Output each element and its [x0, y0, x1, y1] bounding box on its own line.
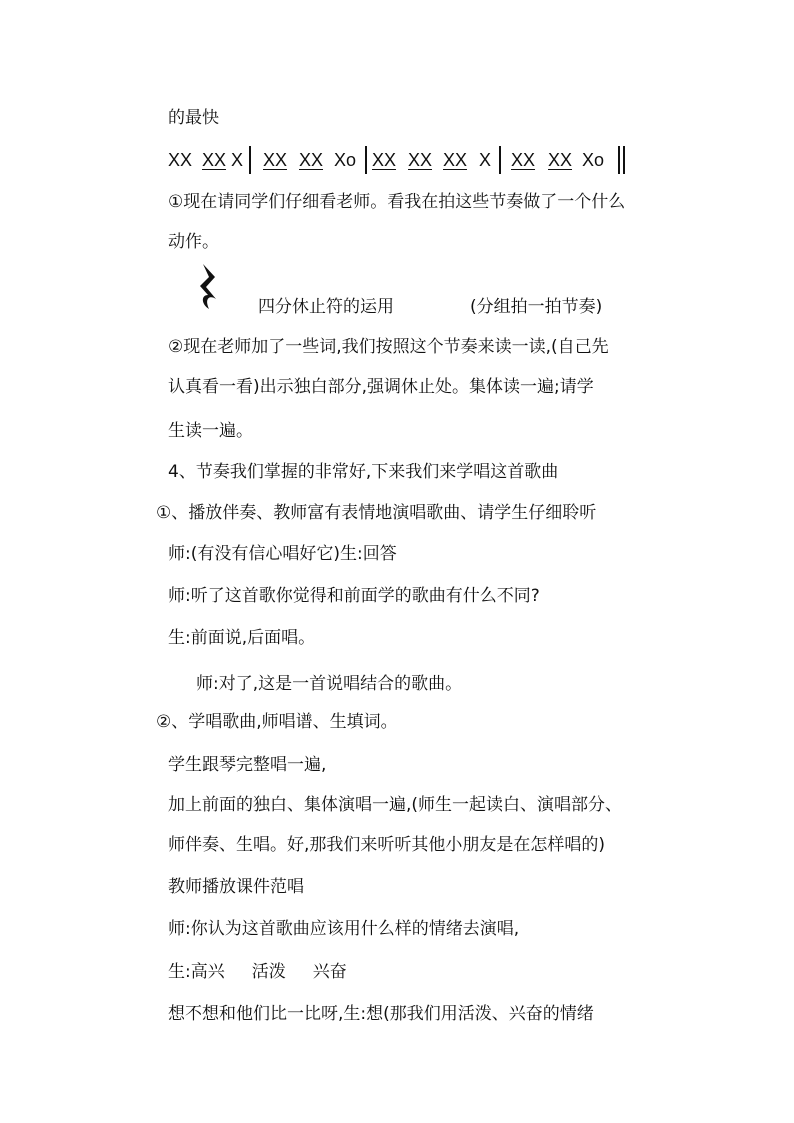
rhythm-note: XX [168, 150, 193, 170]
text-line: 师:对了,这是一首说唱结合的歌曲。 [196, 674, 463, 694]
rhythm-note: XX [511, 150, 536, 170]
text-line: ②、学唱歌曲,师唱谱、生填词。 [156, 712, 398, 732]
rhythm-note: X [479, 150, 492, 170]
rhythm-note: Xo [334, 150, 357, 170]
text-line: 的最快 [168, 108, 219, 128]
text-line: ②现在老师加了一些词,我们按照这个节奏来读一读,(自己先 [168, 337, 609, 357]
rhythm-note: XX [299, 150, 324, 170]
rhythm-note: XX [408, 150, 433, 170]
text-line: 生读一遍。 [168, 421, 253, 441]
bar-line [249, 146, 251, 174]
final-bar-line [618, 146, 620, 174]
text-line: ①、播放伴奏、教师富有表情地演唱歌曲、请学生仔细聆听 [156, 503, 597, 523]
rhythm-note: XX [372, 150, 397, 170]
text-line: 认真看一看)出示独白部分,强调休止处。集体读一遍;请学 [168, 377, 594, 397]
rhythm-note: Xo [582, 150, 605, 170]
text-line: 师:(有没有信心唱好它)生:回答 [168, 544, 397, 564]
text-line: 师:听了这首歌你觉得和前面学的歌曲有什么不同? [168, 586, 540, 606]
text-line: 想不想和他们比一比呀,生:想(那我们用活泼、兴奋的情绪 [168, 1004, 594, 1024]
text-line: 生:前面说,后面唱。 [168, 628, 316, 648]
text-line: 教师播放课件范唱 [168, 877, 304, 897]
rhythm-note: XX [443, 150, 468, 170]
text-line: 4、节奏我们掌握的非常好,下来我们来学唱这首歌曲 [168, 462, 559, 482]
text-line: 动作。 [168, 232, 219, 252]
text-line: 师:你认为这首歌曲应该用什么样的情绪去演唱, [168, 919, 520, 939]
rhythm-note: XX [263, 150, 288, 170]
bar-line [499, 146, 501, 174]
bar-line [365, 146, 367, 174]
text-line: 加上前面的独白、集体演唱一遍,(师生一起读白、演唱部分、 [168, 795, 623, 815]
rhythm-note: X [231, 150, 244, 170]
rhythm-note: XX [548, 150, 573, 170]
text-line: ①现在请同学们仔细看老师。看我在拍这些节奏做了一个什么 [168, 192, 626, 212]
rhythm-note: XX [202, 150, 227, 170]
text-line: 学生跟琴完整唱一遍, [168, 755, 327, 775]
section-heading: 四分休止符的运用 [258, 297, 394, 317]
quarter-rest-icon [197, 262, 223, 314]
text-line: 师伴奏、生唱。好,那我们来听听其他小朋友是在怎样唱的) [168, 835, 606, 855]
final-bar-line [623, 146, 625, 174]
text-line: 生:高兴 活泼 兴奋 [168, 962, 347, 982]
section-note: (分组拍一拍节奏) [470, 297, 603, 317]
